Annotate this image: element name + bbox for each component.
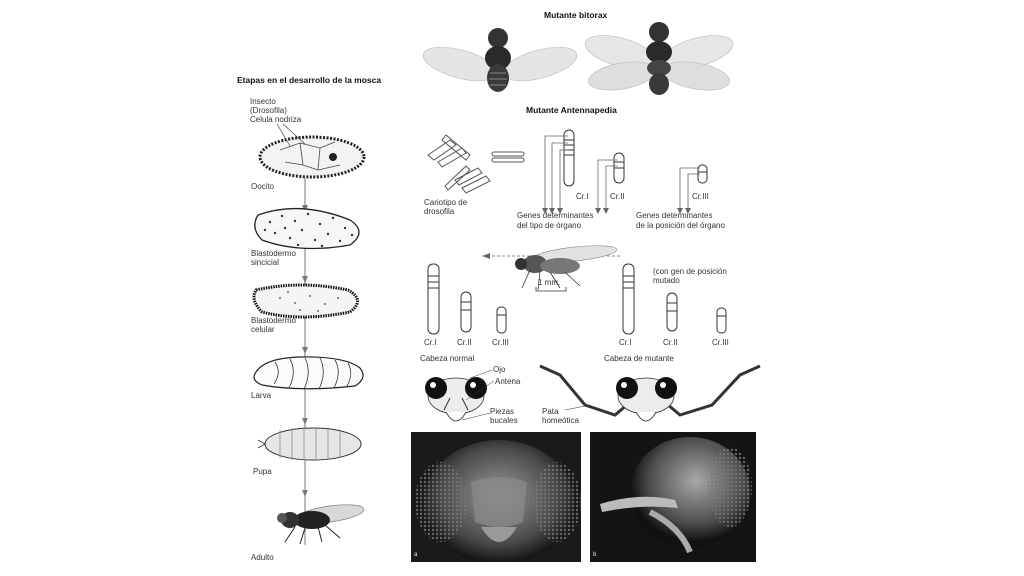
oocyte-note-1: Insecto xyxy=(250,97,276,106)
eye-label: Ojo xyxy=(493,365,506,374)
stage-syncytial-2: sincicial xyxy=(251,258,280,267)
leg-label-1: Pata xyxy=(542,407,559,416)
pupa-drawing xyxy=(258,428,361,460)
stage-pupa: Pupa xyxy=(253,467,272,476)
stage-oocyte: Oocito xyxy=(251,182,275,191)
stage-adult: Adulto xyxy=(251,553,274,562)
blastoderm-cellular-drawing xyxy=(254,285,358,317)
oocyte-drawing xyxy=(260,124,364,177)
antennapedia-title: Mutante Antennapedia xyxy=(526,105,617,115)
genes-position-2: de la posición del órgano xyxy=(636,221,725,230)
stage-larva: Larva xyxy=(251,391,272,400)
head-normal-label: Cabeza normal xyxy=(420,354,475,363)
oocyte-note-3: Celula nodriza xyxy=(250,115,302,124)
karyotype-drawing xyxy=(428,135,524,193)
chromosome-top-cr2 xyxy=(614,153,624,183)
genes-position-1: Genes determinantes xyxy=(636,211,713,220)
normal-head-drawing xyxy=(425,370,494,421)
photo-a-label: a xyxy=(414,552,418,558)
sem-photo-normal-head xyxy=(411,432,581,562)
bithorax-normal-fly xyxy=(420,28,581,92)
bithorax-title: Mutante bitorax xyxy=(544,10,608,20)
mutant-cr2-label: Cr.II xyxy=(663,338,678,347)
stages-title: Etapas en el desarrollo de la mosca xyxy=(237,75,382,85)
mutated-note-1: (con gen de posición xyxy=(653,267,727,276)
leg-label-2: homeótica xyxy=(542,416,579,425)
stage-syncytial-1: Blastodermo xyxy=(251,249,296,258)
mutated-note-2: mutado xyxy=(653,276,680,285)
genes-organ-1: Genes determinantes xyxy=(517,211,594,220)
scale-label: 1 mm. xyxy=(538,278,561,287)
genes-organ-2: del tipo de órgano xyxy=(517,221,582,230)
chromosome-top-cr1 xyxy=(564,130,574,186)
normal-cr3-label: Cr.III xyxy=(492,338,509,347)
sem-photo-mutant-head xyxy=(590,432,756,562)
karyotype-label-1: Cariotipo de xyxy=(424,198,468,207)
mutant-cr3-label: Cr.III xyxy=(712,338,729,347)
chromosomes-normal xyxy=(428,264,506,334)
mutant-head-drawing xyxy=(540,366,760,421)
bithorax-mutant-fly xyxy=(582,22,737,95)
stage-cellular-1: Blastodermo xyxy=(251,316,296,325)
oocyte-note-2: (Drosofila) xyxy=(250,106,287,115)
normal-cr1-label: Cr.I xyxy=(424,338,437,347)
adult-fly-drawing xyxy=(277,501,365,544)
blastoderm-syncytial-drawing xyxy=(255,209,359,249)
mutant-cr1-label: Cr.I xyxy=(619,338,632,347)
photo-b-label: b xyxy=(593,552,597,558)
normal-cr2-label: Cr.II xyxy=(457,338,472,347)
stage-cellular-2: celular xyxy=(251,325,275,334)
head-mutant-label: Cabeza de mutante xyxy=(604,354,674,363)
antenna-label: Antena xyxy=(495,377,521,386)
larva-drawing xyxy=(254,357,363,389)
karyotype-label-2: drosofila xyxy=(424,207,455,216)
top-cr3-label: Cr.III xyxy=(692,192,709,201)
top-cr1-label: Cr.I xyxy=(576,192,589,201)
top-cr2-label: Cr.II xyxy=(610,192,625,201)
mouthparts-label-2: bucales xyxy=(490,416,518,425)
mouthparts-label-1: Piezas xyxy=(490,407,515,416)
